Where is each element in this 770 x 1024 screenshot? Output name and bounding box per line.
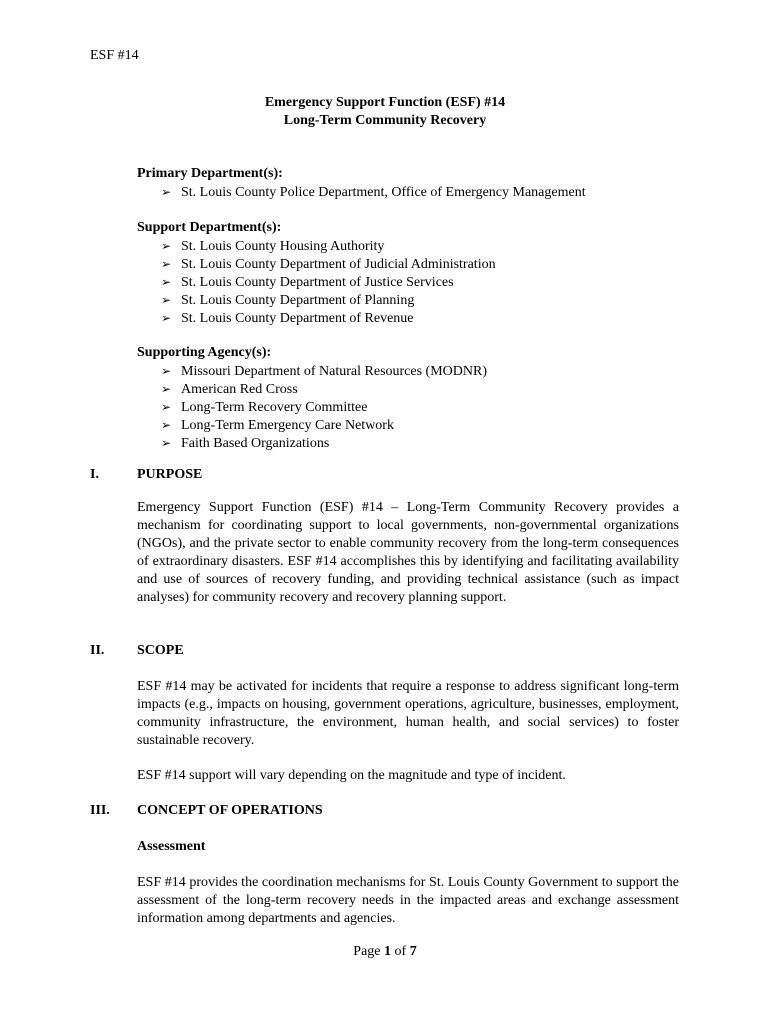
list-item-text: Long-Term Emergency Care Network <box>181 418 394 433</box>
arrow-bullet-icon: ➢ <box>161 382 172 396</box>
page-of: of <box>391 944 410 959</box>
list-item <box>161 273 454 292</box>
list-item-text: St. Louis County Police Department, Office of Emergency Management <box>181 185 586 200</box>
subheading-assessment: Assessment <box>137 839 206 854</box>
scope-paragraph-2: ESF #14 support will vary depending on the magnitude and type of incident. <box>137 768 566 783</box>
list-item-text: St. Louis County Department of Judicial Administration <box>181 257 496 272</box>
section-heading-purpose: PURPOSE <box>137 467 203 482</box>
page-number <box>0 943 770 961</box>
list-item <box>161 434 329 453</box>
list-item-text: Missouri Department of Natural Resources (MODNR) <box>181 364 487 379</box>
section-number-purpose: I. <box>90 467 99 482</box>
document-title-line2: Long-Term Community Recovery <box>283 113 487 128</box>
document-title-line1: Emergency Support Function (ESF) #14 <box>264 95 506 110</box>
arrow-bullet-icon: ➢ <box>161 293 172 307</box>
list-item <box>161 380 298 399</box>
list-item <box>161 309 414 328</box>
scope-paragraph-1: ESF #14 may be activated for incidents that require a response to address significant long-term impacts (e.g., impacts on housing, government operations, agriculture, businesses, employment, community infrastructure, the environment, human health, and social services) to foster sustainable recovery. <box>137 679 679 748</box>
primary-departments-heading: Primary Department(s): <box>137 166 283 181</box>
list-item-text: St. Louis County Department of Revenue <box>181 311 414 326</box>
list-item-text: St. Louis County Department of Justice Services <box>181 275 454 290</box>
arrow-bullet-icon: ➢ <box>161 364 172 378</box>
list-item-text: American Red Cross <box>181 382 298 397</box>
list-item <box>161 237 384 256</box>
page-current: 1 <box>384 944 392 959</box>
list-item-text: Long-Term Recovery Committee <box>181 400 368 415</box>
page-total: 7 <box>409 944 417 959</box>
arrow-bullet-icon: ➢ <box>161 257 172 271</box>
arrow-bullet-icon: ➢ <box>161 275 172 289</box>
list-item-text: St. Louis County Housing Authority <box>181 239 385 254</box>
assessment-paragraph: ESF #14 provides the coordination mechanisms for St. Louis County Government to support the assessment of the long-term recovery needs in the impacted areas and exchange assessment information among departments and agencies. <box>137 875 679 926</box>
list-item <box>161 416 394 435</box>
section-heading-scope: SCOPE <box>137 643 184 658</box>
support-departments-heading: Support Department(s): <box>137 220 282 235</box>
header-label: ESF #14 <box>90 48 139 63</box>
arrow-bullet-icon: ➢ <box>161 400 172 414</box>
list-item <box>161 398 367 417</box>
list-item <box>161 291 414 310</box>
list-item <box>161 183 586 202</box>
arrow-bullet-icon: ➢ <box>161 239 172 253</box>
list-item <box>161 362 487 381</box>
list-item <box>161 255 496 274</box>
arrow-bullet-icon: ➢ <box>161 418 172 432</box>
list-item-text: St. Louis County Department of Planning <box>181 293 415 308</box>
arrow-bullet-icon: ➢ <box>161 185 172 199</box>
section-number-concept: III. <box>90 803 110 818</box>
page-prefix: Page <box>353 944 385 959</box>
section-number-scope: II. <box>90 643 105 658</box>
supporting-agencies-heading: Supporting Agency(s): <box>137 345 272 360</box>
list-item-text: Faith Based Organizations <box>181 436 330 451</box>
arrow-bullet-icon: ➢ <box>161 436 172 450</box>
section-heading-concept: CONCEPT OF OPERATIONS <box>137 803 323 818</box>
purpose-paragraph: Emergency Support Function (ESF) #14 – Long-Term Community Recovery provides a mechanism for coordinating support to local governments, non-governmental organizations (NGOs), and the private sector to enable community recovery from the long-term consequences of extraordinary disasters. ESF #14 accomplishes this by identifying and facilitating availability and use of sources of recovery funding, and providing technical assistance (such as impact analyses) for community recovery and recovery planning support. <box>137 500 679 605</box>
arrow-bullet-icon: ➢ <box>161 311 172 325</box>
